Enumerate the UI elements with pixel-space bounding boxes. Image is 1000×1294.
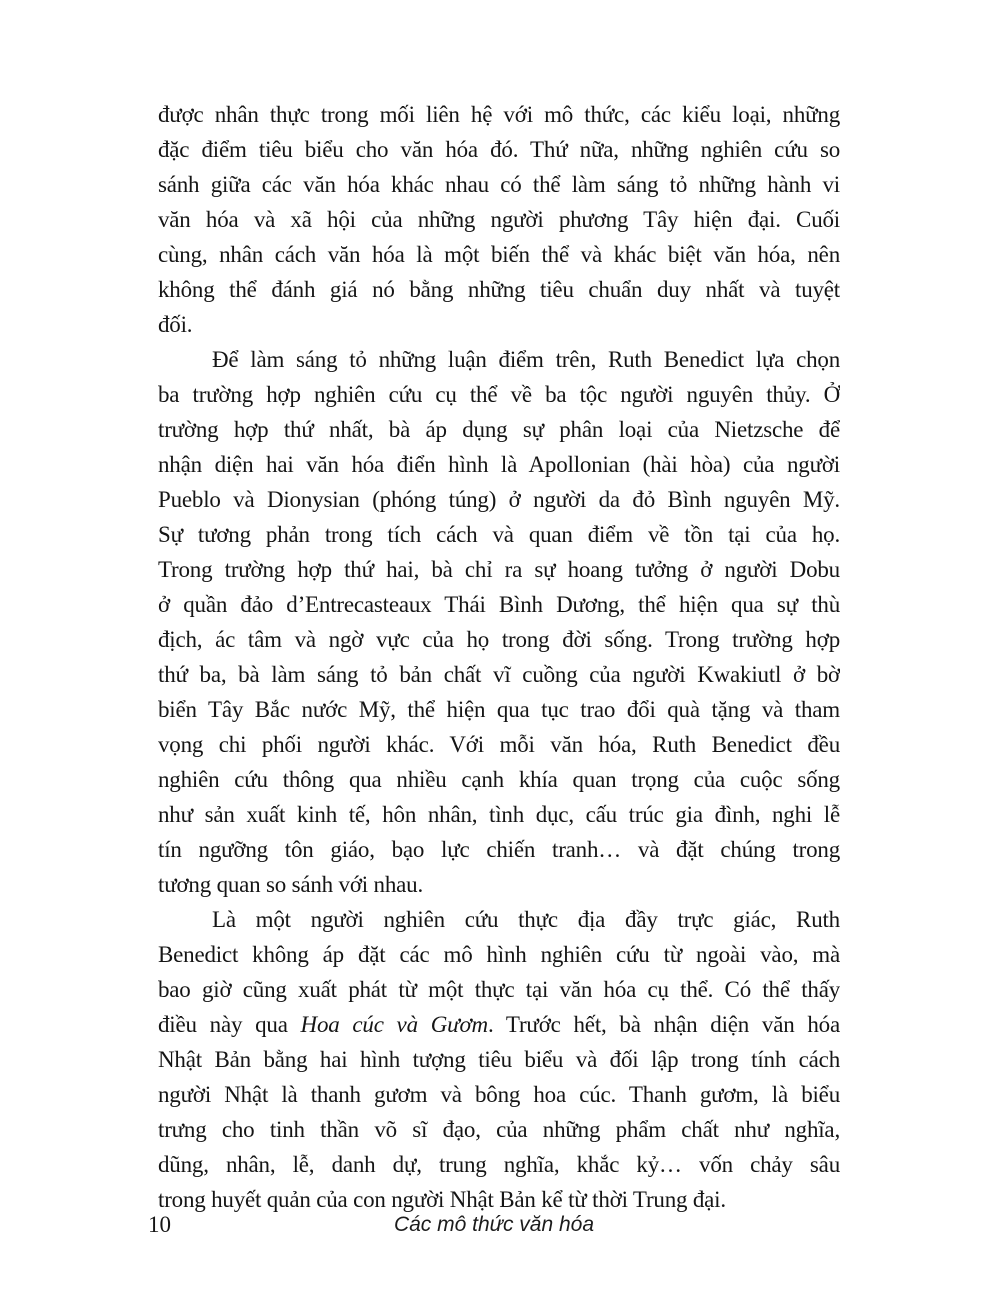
text-line — [158, 1077, 840, 1112]
text-line — [158, 237, 840, 272]
text-segment: dũng, nhân, lễ, danh dự, trung nghĩa, khắc kỷ… vốn chảy sâu — [158, 1152, 840, 1177]
text-segment: Trong trường hợp thứ hai, bà chỉ ra sự hoang tưởng ở người Dobu — [158, 557, 840, 582]
text-segment: đối. — [158, 312, 193, 337]
italic-book-title: Hoa cúc và Gươm — [300, 1012, 488, 1037]
text-line — [158, 97, 840, 132]
text-segment: biển Tây Bắc nước Mỹ, thể hiện qua tục trao đổi quà tặng và tham — [158, 697, 840, 722]
paragraph — [158, 97, 840, 342]
paragraph — [158, 902, 840, 1217]
text-segment: trưng cho tinh thần võ sĩ đạo, của những phẩm chất như nghĩa, — [158, 1117, 840, 1142]
text-line — [158, 447, 840, 482]
text-line — [158, 1042, 840, 1077]
running-title: Các mô thức văn hóa — [393, 1213, 595, 1236]
text-segment: Benedict không áp đặt các mô hình nghiên cứu từ ngoài vào, mà — [158, 942, 840, 967]
text-segment: Pueblo và Dionysian (phóng túng) ở người da đỏ Bình nguyên Mỹ. — [158, 487, 840, 512]
text-segment: . Trước hết, bà nhận diện văn hóa — [487, 1012, 840, 1037]
text-segment: cùng, nhân cách văn hóa là một biến thể và khác biệt văn hóa, nên — [158, 242, 840, 267]
text-segment: địch, ác tâm và ngờ vực của họ trong đời sống. Trong trường hợp — [158, 627, 840, 652]
text-line — [158, 377, 840, 412]
text-line — [158, 202, 840, 237]
text-line — [158, 552, 840, 587]
text-segment: vọng chi phối người khác. Với mỗi văn hóa, Ruth Benedict đều — [158, 732, 840, 757]
text-segment: văn hóa và xã hội của những người phương Tây hiện đại. Cuối — [158, 207, 840, 232]
page-text-block — [158, 97, 840, 1217]
text-line — [158, 762, 840, 797]
text-segment: được nhân thực trong mối liên hệ với mô thức, các kiểu loại, những — [158, 102, 840, 127]
text-line — [158, 587, 840, 622]
text-line — [158, 342, 840, 377]
text-segment: Là một người nghiên cứu thực địa đầy trực giác, Ruth — [212, 907, 840, 932]
text-segment: ba trường hợp nghiên cứu cụ thể về ba tộc người nguyên thủy. Ở — [158, 382, 840, 407]
text-segment: nhận diện hai văn hóa điển hình là Apollonian (hài hòa) của người — [158, 452, 840, 477]
text-segment: trong huyết quản của con người Nhật Bản kể từ thời Trung đại. — [158, 1187, 726, 1212]
text-line — [158, 727, 840, 762]
text-line — [158, 482, 840, 517]
text-line — [158, 132, 840, 167]
text-line — [158, 622, 840, 657]
text-segment: Sự tương phản trong tích cách và quan điểm về tồn tại của họ. — [158, 522, 840, 547]
text-line — [158, 1007, 840, 1042]
text-line — [158, 937, 840, 972]
text-line — [158, 902, 840, 937]
text-segment: đặc điểm tiêu biểu cho văn hóa đó. Thứ nữa, những nghiên cứu so — [158, 137, 840, 162]
text-segment: như sản xuất kinh tế, hôn nhân, tình dục, cấu trúc gia đình, nghi lễ — [158, 802, 840, 827]
text-segment: Để làm sáng tỏ những luận điểm trên, Ruth Benedict lựa chọn — [212, 347, 840, 372]
text-line — [158, 272, 840, 307]
text-line — [158, 1147, 840, 1182]
text-line — [158, 832, 840, 867]
text-line — [158, 867, 840, 902]
text-line — [158, 517, 840, 552]
text-line — [158, 797, 840, 832]
paragraph — [158, 342, 840, 902]
text-segment: bao giờ cũng xuất phát từ một thực tại văn hóa cụ thể. Có thể thấy — [158, 977, 840, 1002]
text-line — [158, 657, 840, 692]
text-segment: không thể đánh giá nó bằng những tiêu chuẩn duy nhất và tuyệt — [158, 277, 840, 302]
text-segment: sánh giữa các văn hóa khác nhau có thể làm sáng tỏ những hành vi — [158, 172, 840, 197]
text-line — [158, 972, 840, 1007]
text-segment: tín ngưỡng tôn giáo, bạo lực chiến tranh… và đặt chúng trong — [158, 837, 840, 862]
text-line — [158, 692, 840, 727]
page-number: 10 — [148, 1212, 171, 1237]
page-footer — [148, 1209, 840, 1244]
text-segment: người Nhật là thanh gươm và bông hoa cúc. Thanh gươm, là biểu — [158, 1082, 840, 1107]
text-segment: điều này qua — [158, 1012, 301, 1037]
text-segment: ở quần đảo d’Entrecasteaux Thái Bình Dương, thể hiện qua sự thù — [158, 592, 840, 617]
text-line — [158, 412, 840, 447]
text-segment: tương quan so sánh với nhau. — [158, 872, 423, 897]
text-line — [158, 167, 840, 202]
text-line — [158, 307, 840, 342]
text-segment: trường hợp thứ nhất, bà áp dụng sự phân loại của Nietzsche để — [158, 417, 840, 442]
text-segment: Nhật Bản bằng hai hình tượng tiêu biểu và đối lập trong tính cách — [158, 1047, 840, 1072]
text-segment: nghiên cứu thông qua nhiều cạnh khía quan trọng của cuộc sống — [158, 767, 840, 792]
text-segment: thứ ba, bà làm sáng tỏ bản chất vĩ cuồng của người Kwakiutl ở bờ — [158, 662, 840, 687]
text-line — [158, 1112, 840, 1147]
